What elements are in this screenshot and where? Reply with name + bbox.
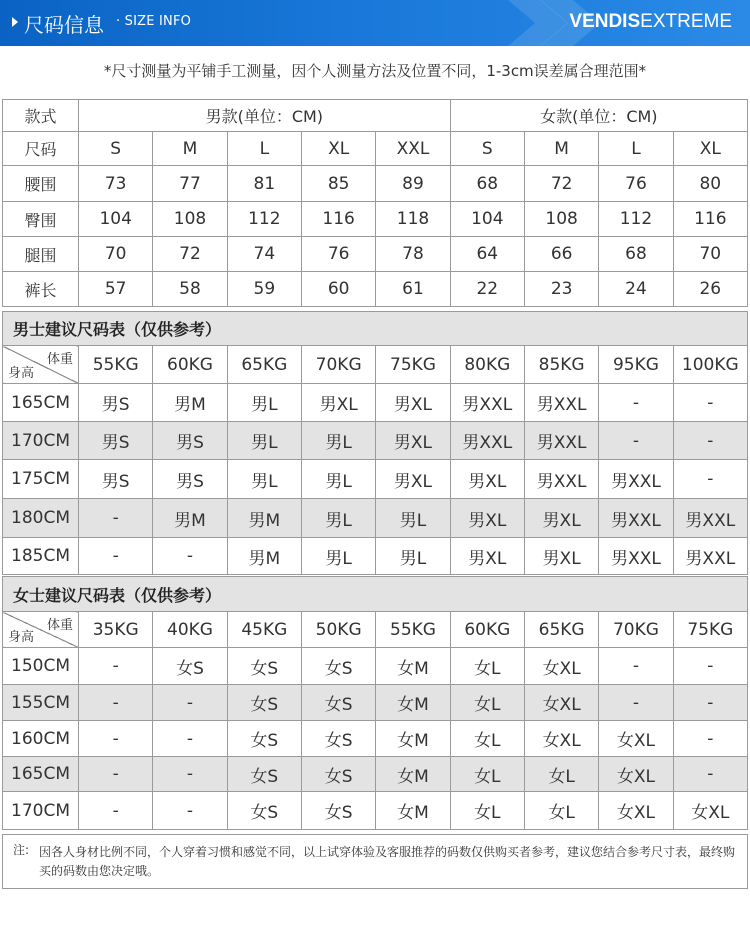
recommendation-row (3, 499, 748, 538)
recommendation-row (3, 384, 748, 422)
recommended-size: - (79, 685, 153, 721)
measurement-value: 70 (79, 237, 153, 272)
recommended-size: 男XL (376, 384, 450, 422)
page-subtitle: · SIZE INFO (116, 14, 192, 29)
measurement-row (3, 166, 748, 202)
men-recommendation-table (2, 311, 748, 575)
size-row-label: 尺码 (3, 132, 79, 166)
size-label: M (153, 132, 227, 166)
height-label: 180CM (3, 499, 79, 538)
recommended-size: 女S (227, 792, 301, 830)
brand-logo: VENDISEXTREME (569, 11, 732, 32)
recommendation-row (3, 757, 748, 792)
recommended-size: 男S (79, 384, 153, 422)
recommendation-row (3, 460, 748, 499)
recommended-size: - (153, 792, 227, 830)
measurement-value: 78 (376, 237, 450, 272)
measurement-value: 81 (227, 166, 301, 202)
measurement-value: 22 (450, 272, 524, 307)
recommendation-row (3, 721, 748, 757)
recommended-size: 男XXL (673, 499, 747, 538)
weight-header: 60KG (450, 612, 524, 648)
recommended-size: 女S (227, 648, 301, 685)
measurement-value: 72 (524, 166, 598, 202)
recommended-size: 女S (301, 685, 375, 721)
measurement-value: 104 (79, 202, 153, 237)
measurement-value: 58 (153, 272, 227, 307)
measurement-value: 108 (524, 202, 598, 237)
recommended-size: 女S (301, 792, 375, 830)
weight-header: 75KG (673, 612, 747, 648)
recommended-size: 男XL (450, 460, 524, 499)
recommended-size: 男L (227, 422, 301, 460)
recommended-size: 男XXL (599, 538, 673, 575)
measurement-value: 68 (450, 166, 524, 202)
weight-header: 35KG (79, 612, 153, 648)
measurement-value: 60 (301, 272, 375, 307)
height-label: 165CM (3, 757, 79, 792)
measurement-value: 23 (524, 272, 598, 307)
measurement-value: 74 (227, 237, 301, 272)
recommended-size: 男XXL (524, 384, 598, 422)
size-header-row (3, 132, 748, 166)
height-label: 170CM (3, 422, 79, 460)
recommended-size: 女L (450, 685, 524, 721)
recommended-size: 男L (301, 499, 375, 538)
recommended-size: - (599, 685, 673, 721)
men-reco-title: 男士建议尺码表（仅供参考） (3, 312, 748, 346)
recommended-size: 男S (153, 460, 227, 499)
measurement-value: 70 (673, 237, 747, 272)
women-reco-title: 女士建议尺码表（仅供参考） (3, 577, 748, 612)
recommended-size: 男XL (376, 460, 450, 499)
size-label: L (227, 132, 301, 166)
weight-label: 体重 (46, 618, 73, 633)
recommended-size: 男L (376, 499, 450, 538)
weight-header: 80KG (450, 346, 524, 384)
weight-header: 70KG (599, 612, 673, 648)
measurement-value: 85 (301, 166, 375, 202)
recommended-size: 男XXL (524, 460, 598, 499)
recommended-size: 女L (450, 792, 524, 830)
measurement-label: 腰围 (3, 166, 79, 202)
recommended-size: 男XL (524, 499, 598, 538)
recommended-size: 男M (227, 538, 301, 575)
weight-header: 60KG (153, 346, 227, 384)
size-table (2, 99, 748, 307)
weight-height-corner (3, 612, 79, 648)
height-label: 165CM (3, 384, 79, 422)
weight-header: 65KG (227, 346, 301, 384)
measurement-value: 116 (301, 202, 375, 237)
size-label: L (599, 132, 673, 166)
height-label: 185CM (3, 538, 79, 575)
measurement-value: 89 (376, 166, 450, 202)
recommended-size: 女M (376, 648, 450, 685)
recommended-size: 女L (450, 721, 524, 757)
recommended-size: 男S (153, 422, 227, 460)
recommended-size: 男L (227, 384, 301, 422)
recommended-size: 女XL (599, 721, 673, 757)
footnote-prefix: 注: (13, 843, 30, 857)
recommended-size: - (673, 384, 747, 422)
recommended-size: 女M (376, 792, 450, 830)
recommended-size: 男XXL (450, 384, 524, 422)
recommended-size: 男M (227, 499, 301, 538)
recommended-size: 女XL (599, 792, 673, 830)
recommended-size: - (673, 757, 747, 792)
recommended-size: 女L (450, 648, 524, 685)
recommended-size: 男L (301, 422, 375, 460)
recommended-size: 男XXL (599, 499, 673, 538)
measurement-value: 57 (79, 272, 153, 307)
measurement-label: 臀围 (3, 202, 79, 237)
weight-header: 45KG (227, 612, 301, 648)
recommended-size: - (153, 757, 227, 792)
weight-header: 50KG (301, 612, 375, 648)
recommended-size: - (673, 721, 747, 757)
recommended-size: - (673, 460, 747, 499)
weight-header: 55KG (79, 346, 153, 384)
height-label: 身高 (8, 630, 35, 645)
recommended-size: - (673, 648, 747, 685)
women-recommendation-table (2, 576, 748, 830)
measurement-value: 116 (673, 202, 747, 237)
recommended-size: - (79, 721, 153, 757)
recommended-size: 女L (450, 757, 524, 792)
recommended-size: 男XL (450, 499, 524, 538)
measurement-value: 61 (376, 272, 450, 307)
measurement-value: 118 (376, 202, 450, 237)
measurement-note: *尺寸测量为平铺手工测量，因个人测量方法及位置不同，1-3cm误差属合理范围* (103, 62, 647, 80)
recommended-size: 女L (524, 757, 598, 792)
recommended-size: 男L (301, 460, 375, 499)
recommended-size: 女XL (524, 685, 598, 721)
recommendation-row (3, 685, 748, 721)
size-label: S (79, 132, 153, 166)
header-banner (0, 0, 750, 46)
measurement-value: 24 (599, 272, 673, 307)
measurement-value: 77 (153, 166, 227, 202)
height-label: 身高 (8, 366, 35, 381)
weight-header: 70KG (301, 346, 375, 384)
recommended-size: 男L (227, 460, 301, 499)
recommended-size: - (599, 648, 673, 685)
weight-header-row (3, 612, 748, 648)
recommended-size: 女XL (524, 721, 598, 757)
recommended-size: 女S (301, 648, 375, 685)
recommended-size: - (599, 384, 673, 422)
recommended-size: 男XXL (450, 422, 524, 460)
recommended-size: 女M (376, 721, 450, 757)
page-title: 尺码信息 (24, 13, 104, 37)
footnote-box (2, 834, 748, 889)
recommended-size: 男XL (450, 538, 524, 575)
recommended-size: 男S (79, 460, 153, 499)
measurement-value: 112 (227, 202, 301, 237)
recommended-size: - (79, 538, 153, 575)
measurement-value: 64 (450, 237, 524, 272)
recommendation-row (3, 538, 748, 575)
measurement-value: 72 (153, 237, 227, 272)
recommended-size: 女XL (673, 792, 747, 830)
weight-height-corner (3, 346, 79, 384)
recommended-size: - (153, 538, 227, 575)
measurement-value: 76 (301, 237, 375, 272)
recommended-size: - (673, 422, 747, 460)
recommended-size: 男S (79, 422, 153, 460)
recommended-size: 男XL (376, 422, 450, 460)
recommended-size: 男XXL (673, 538, 747, 575)
measurement-value: 112 (599, 202, 673, 237)
measurement-label: 裤长 (3, 272, 79, 307)
recommended-size: 女XL (599, 757, 673, 792)
recommended-size: 男M (153, 499, 227, 538)
recommendation-row (3, 648, 748, 685)
size-label: XXL (376, 132, 450, 166)
measurement-row (3, 272, 748, 307)
corner-label: 款式 (3, 100, 79, 132)
measurement-row (3, 237, 748, 272)
men-group-header: 男款(单位：CM) (79, 100, 451, 132)
weight-header: 95KG (599, 346, 673, 384)
weight-header-row (3, 346, 748, 384)
measurement-row (3, 202, 748, 237)
height-label: 170CM (3, 792, 79, 830)
recommended-size: 女L (524, 792, 598, 830)
recommended-size: 女S (227, 685, 301, 721)
recommended-size: 女S (227, 757, 301, 792)
recommended-size: 女S (301, 757, 375, 792)
recommended-size: 男L (376, 538, 450, 575)
recommended-size: 女S (153, 648, 227, 685)
measurement-value: 76 (599, 166, 673, 202)
recommended-size: 男XXL (524, 422, 598, 460)
size-label: M (524, 132, 598, 166)
recommended-size: 女XL (524, 648, 598, 685)
recommended-size: - (673, 685, 747, 721)
height-label: 160CM (3, 721, 79, 757)
weight-header: 40KG (153, 612, 227, 648)
footnote (3, 835, 748, 889)
weight-label: 体重 (46, 352, 73, 367)
weight-header: 55KG (376, 612, 450, 648)
recommended-size: - (79, 499, 153, 538)
recommended-size: - (79, 757, 153, 792)
height-label: 155CM (3, 685, 79, 721)
weight-header: 75KG (376, 346, 450, 384)
women-group-header: 女款(单位：CM) (450, 100, 747, 132)
recommendation-row (3, 422, 748, 460)
recommended-size: - (153, 685, 227, 721)
recommended-size: 女S (227, 721, 301, 757)
measurement-value: 73 (79, 166, 153, 202)
recommended-size: 男L (301, 538, 375, 575)
measurement-value: 68 (599, 237, 673, 272)
recommended-size: 男XL (524, 538, 598, 575)
weight-header: 65KG (524, 612, 598, 648)
measurement-value: 104 (450, 202, 524, 237)
recommended-size: 男M (153, 384, 227, 422)
recommended-size: - (599, 422, 673, 460)
size-label: XL (301, 132, 375, 166)
measurement-value: 80 (673, 166, 747, 202)
weight-header: 100KG (673, 346, 747, 384)
recommended-size: 女S (301, 721, 375, 757)
measurement-value: 26 (673, 272, 747, 307)
measurement-value: 108 (153, 202, 227, 237)
height-label: 150CM (3, 648, 79, 685)
size-label: XL (673, 132, 747, 166)
measurement-value: 66 (524, 237, 598, 272)
size-label: S (450, 132, 524, 166)
triangle-marker-icon (12, 17, 18, 27)
recommended-size: - (79, 792, 153, 830)
recommended-size: - (153, 721, 227, 757)
recommendation-row (3, 792, 748, 830)
measurement-value: 59 (227, 272, 301, 307)
recommended-size: 女M (376, 685, 450, 721)
height-label: 175CM (3, 460, 79, 499)
recommended-size: 女M (376, 757, 450, 792)
footnote-text: 因各人身材比例不同，个人穿着习惯和感觉不同，以上试穿体验及客服推荐的码数仅供购买者参考，建议您结合参考尺寸表，最终购买的码数由您决定哦。 (39, 844, 736, 878)
recommended-size: - (79, 648, 153, 685)
weight-header: 85KG (524, 346, 598, 384)
measurement-label: 腿围 (3, 237, 79, 272)
recommended-size: 男XXL (599, 460, 673, 499)
recommended-size: 男XL (301, 384, 375, 422)
